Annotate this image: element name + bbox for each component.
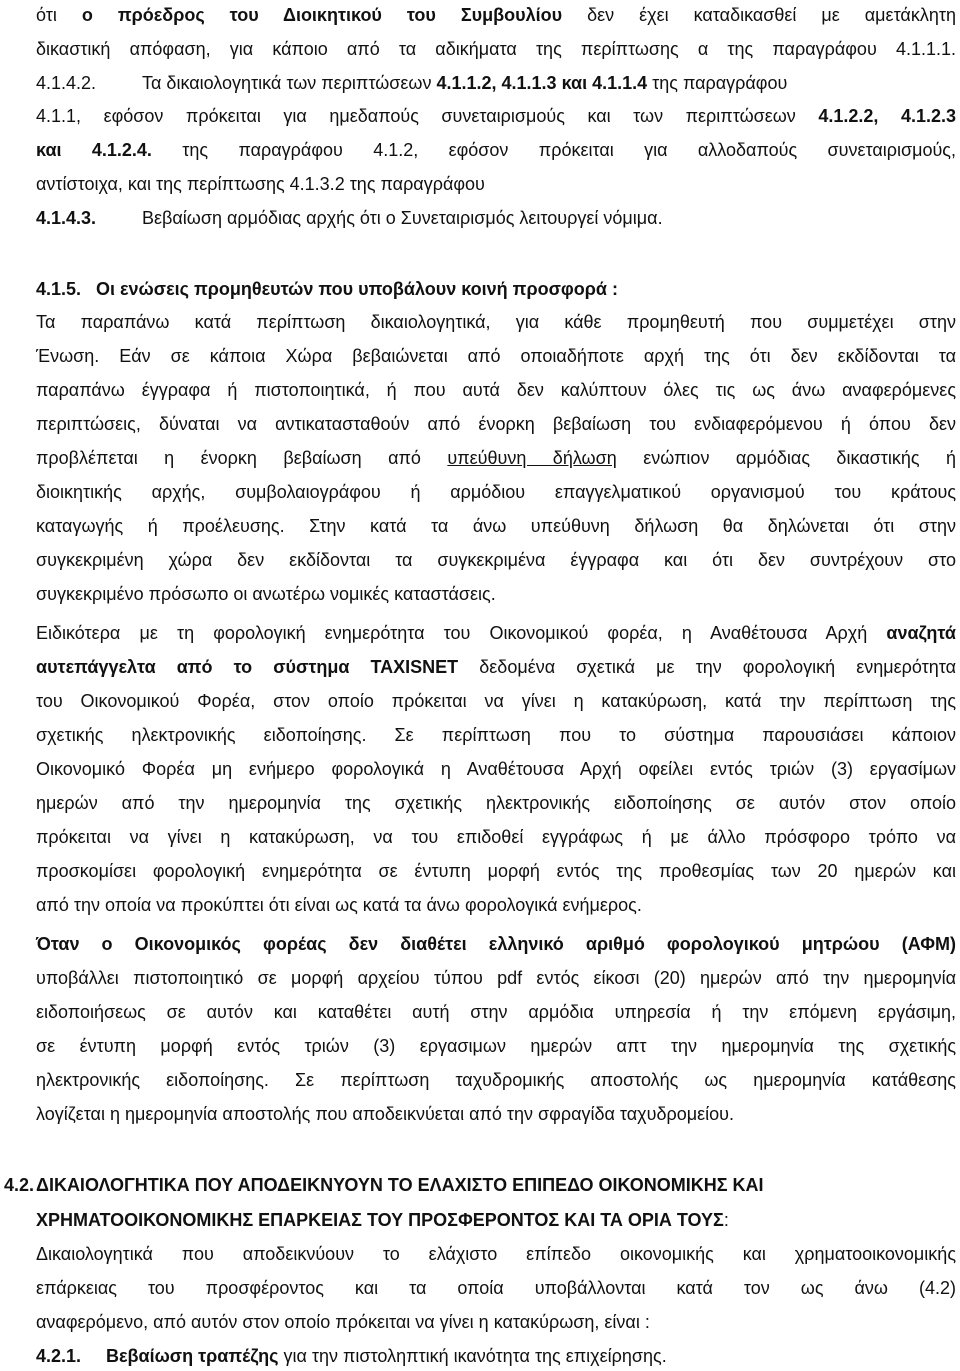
text-line: διοικητικής αρχής, συμβολαιογράφου ή αρμόδιου επαγγελματικού οργανισμού του κράτους [36,482,956,502]
paragraph-number: 4.1.4.3. [36,208,97,228]
text-line: σε έντυπη μορφή εντός τριών (3) εργασιμων ημερών απτ την ημερομηνία της σχετικής [36,1036,956,1056]
text-line: επάρκειας του προσφέροντος και τα οποία υποβάλλονται κατά τον ως άνω (4.2) [36,1278,956,1298]
text-line: ηλεκτρονικής ειδοποίησης. Σε περίπτωση ταχυδρομικής αποστολής ως ημερομηνία κατάθεσης [36,1070,956,1090]
text-line: ότι ο πρόεδρος του Διοικητικού του Συμβουλίου δεν έχει καταδικασθεί με αμετάκλητη [36,5,956,25]
section-heading: ΔΙΚΑΙΟΛΟΓΗΤΙΚΑ ΠΟΥ ΑΠΟΔΕΙΚΝΥΟΥΝ ΤΟ ΕΛΑΧΙΣΤΟ ΕΠΙΠΕΔΟ ΟΙΚΟΝΟΜΙΚΗΣ ΚΑΙ [36,1175,764,1195]
text-line: και 4.1.2.4. της παραγράφου 4.1.2, εφόσον πρόκειται για αλλοδαπούς συνεταιρισμούς, [36,140,956,160]
text-line: Οικονομικό Φορέα μη ενήμερο φορολογικά η Αναθέτουσα Αρχή οφείλει εντός τριών (3) εργασίμων [36,759,956,779]
text-line: Ειδικότερα με τη φορολογική ενημερότητα του Οικονομικού φορέα, η Αναθέτουσα Αρχή αναζητά [36,623,956,643]
paragraph-number: 4.2.1. [36,1346,82,1366]
text-line: Τα δικαιολογητικά των περιπτώσεων 4.1.1.2, 4.1.1.3 και 4.1.1.4 της παραγράφου [142,73,788,93]
text-line: προβλέπεται η ένορκη βεβαίωση από υπεύθυνη δήλωση ενώπιον αρμόδιας δικαστικής ή [36,448,956,468]
text-line: συγκεκριμένη χώρα δεν εκδίδονται τα συγκεκριμένα έγγραφα και ότι δεν συντρέχουν στο [36,550,956,570]
text-line: Βεβαίωση αρμόδιας αρχής ότι ο Συνεταιρισμός λειτουργεί νόμιμα. [142,208,663,228]
section-heading: Οι ενώσεις προμηθευτών που υποβάλουν κοινή προσφορά : [96,279,618,299]
text-line: λογίζεται η ημερομηνία αποστολής που αποδεικνύεται από την σφραγίδα ταχυδρομείου. [36,1104,734,1124]
text-line: δικαστική απόφαση, για κάποιο από τα αδικήματα της περίπτωσης α της παραγράφου 4.1.1.1. [36,39,956,59]
text-line: υποβάλλει πιστοποιητικό σε μορφή αρχείου τύπου pdf εντός είκοσι (20) ημερών από την ημερομηνία [36,968,956,988]
paragraph-number: 4.2. [4,1175,35,1195]
text-line: ειδοποιήσεως σε αυτόν και καταθέτει αυτή στην αρμόδια υπηρεσία ή την επόμενη εργάσιμη, [36,1002,956,1022]
text-line: σχετικής ηλεκτρονικής ειδοποίησης. Σε περίπτωση που το σύστημα παρουσιάσει κάποιον [36,725,956,745]
text-line: καταγωγής ή προέλευσης. Στην κατά τα άνω υπεύθυνη δήλωση θα δηλώνεται ότι στην [36,516,956,536]
section-heading: ΧΡΗΜΑΤΟΟΙΚΟΝΟΜΙΚΗΣ ΕΠΑΡΚΕΙΑΣ ΤΟΥ ΠΡΟΣΦΕΡΟΝΤΟΣ ΚΑΙ ΤΑ ΟΡΙΑ ΤΟΥΣ: [36,1210,729,1230]
text-line: προσκομίσει φορολογική ενημερότητα σε έντυπη μορφή εντός της προθεσμίας των 20 ημερών και [36,861,956,881]
paragraph-number: 4.1.5. [36,279,82,299]
text-line: Τα παραπάνω κατά περίπτωση δικαιολογητικά, για κάθε προμηθευτή που συμμετέχει στην [36,312,956,332]
text-line: 4.1.1, εφόσον πρόκειται για ημεδαπούς συνεταιρισμούς και των περιπτώσεων 4.1.2.2, 4.1.2.3 [36,106,956,126]
text-line: Ένωση. Εάν σε κάποια Χώρα βεβαιώνεται από οποιαδήποτε αρχή της ότι δεν εκδίδονται τα [36,346,956,366]
text-line: παραπάνω έγγραφα ή πιστοποιητικά, ή που αυτά δεν καλύπτουν όλες τις ως άνω αναφερόμενες [36,380,956,400]
text-line: Βεβαίωση τραπέζης για την πιστοληπτική ικανότητα της επιχείρησης. [106,1346,667,1366]
text-line: Δικαιολογητικά που αποδεικνύουν το ελάχιστο επίπεδο οικονομικής και χρηματοοικονομικής [36,1244,956,1264]
paragraph-number: 4.1.4.2. [36,73,97,93]
text-line: του Οικονομικού Φορέα, στον οποίο πρόκειται να γίνει η κατακύρωση, κατά την περίπτωση της [36,691,956,711]
text-line: αναφερόμενο, από αυτόν στον οποίο πρόκειται να γίνει η κατακύρωση, είναι : [36,1312,650,1332]
text-line: συγκεκριμένο πρόσωπο οι ανωτέρω νομικές καταστάσεις. [36,584,496,604]
text-line: πρόκειται να γίνει η κατακύρωση, να του επιδοθεί εγγράφως ή με άλλο πρόσφορο τρόπο να [36,827,956,847]
text-line: αυτεπάγγελτα από το σύστημα TAXISNET δεδομένα σχετικά με την φορολογική ενημερότητα [36,657,957,677]
text-line: Όταν ο Οικονομικός φορέας δεν διαθέτει ελληνικό αριθμό φορολογικού μητρώου (ΑΦΜ) [36,934,956,954]
text-line: αντίστοιχα, και της περίπτωσης 4.1.3.2 της παραγράφου [36,174,485,194]
text-line: περιπτώσεις, δύναται να αντικατασταθούν από ένορκη βεβαίωση του ενδιαφερόμενου ή όπου δεν [36,414,956,434]
text-line: ημερών από την ημερομηνία της σχετικής ηλεκτρονικής ειδοποίησης σε αυτόν στον οποίο [36,793,956,813]
text-line: από την οποία να προκύπτει ότι είναι ως κατά τα άνω φορολογικά ενήμερος. [36,895,642,915]
